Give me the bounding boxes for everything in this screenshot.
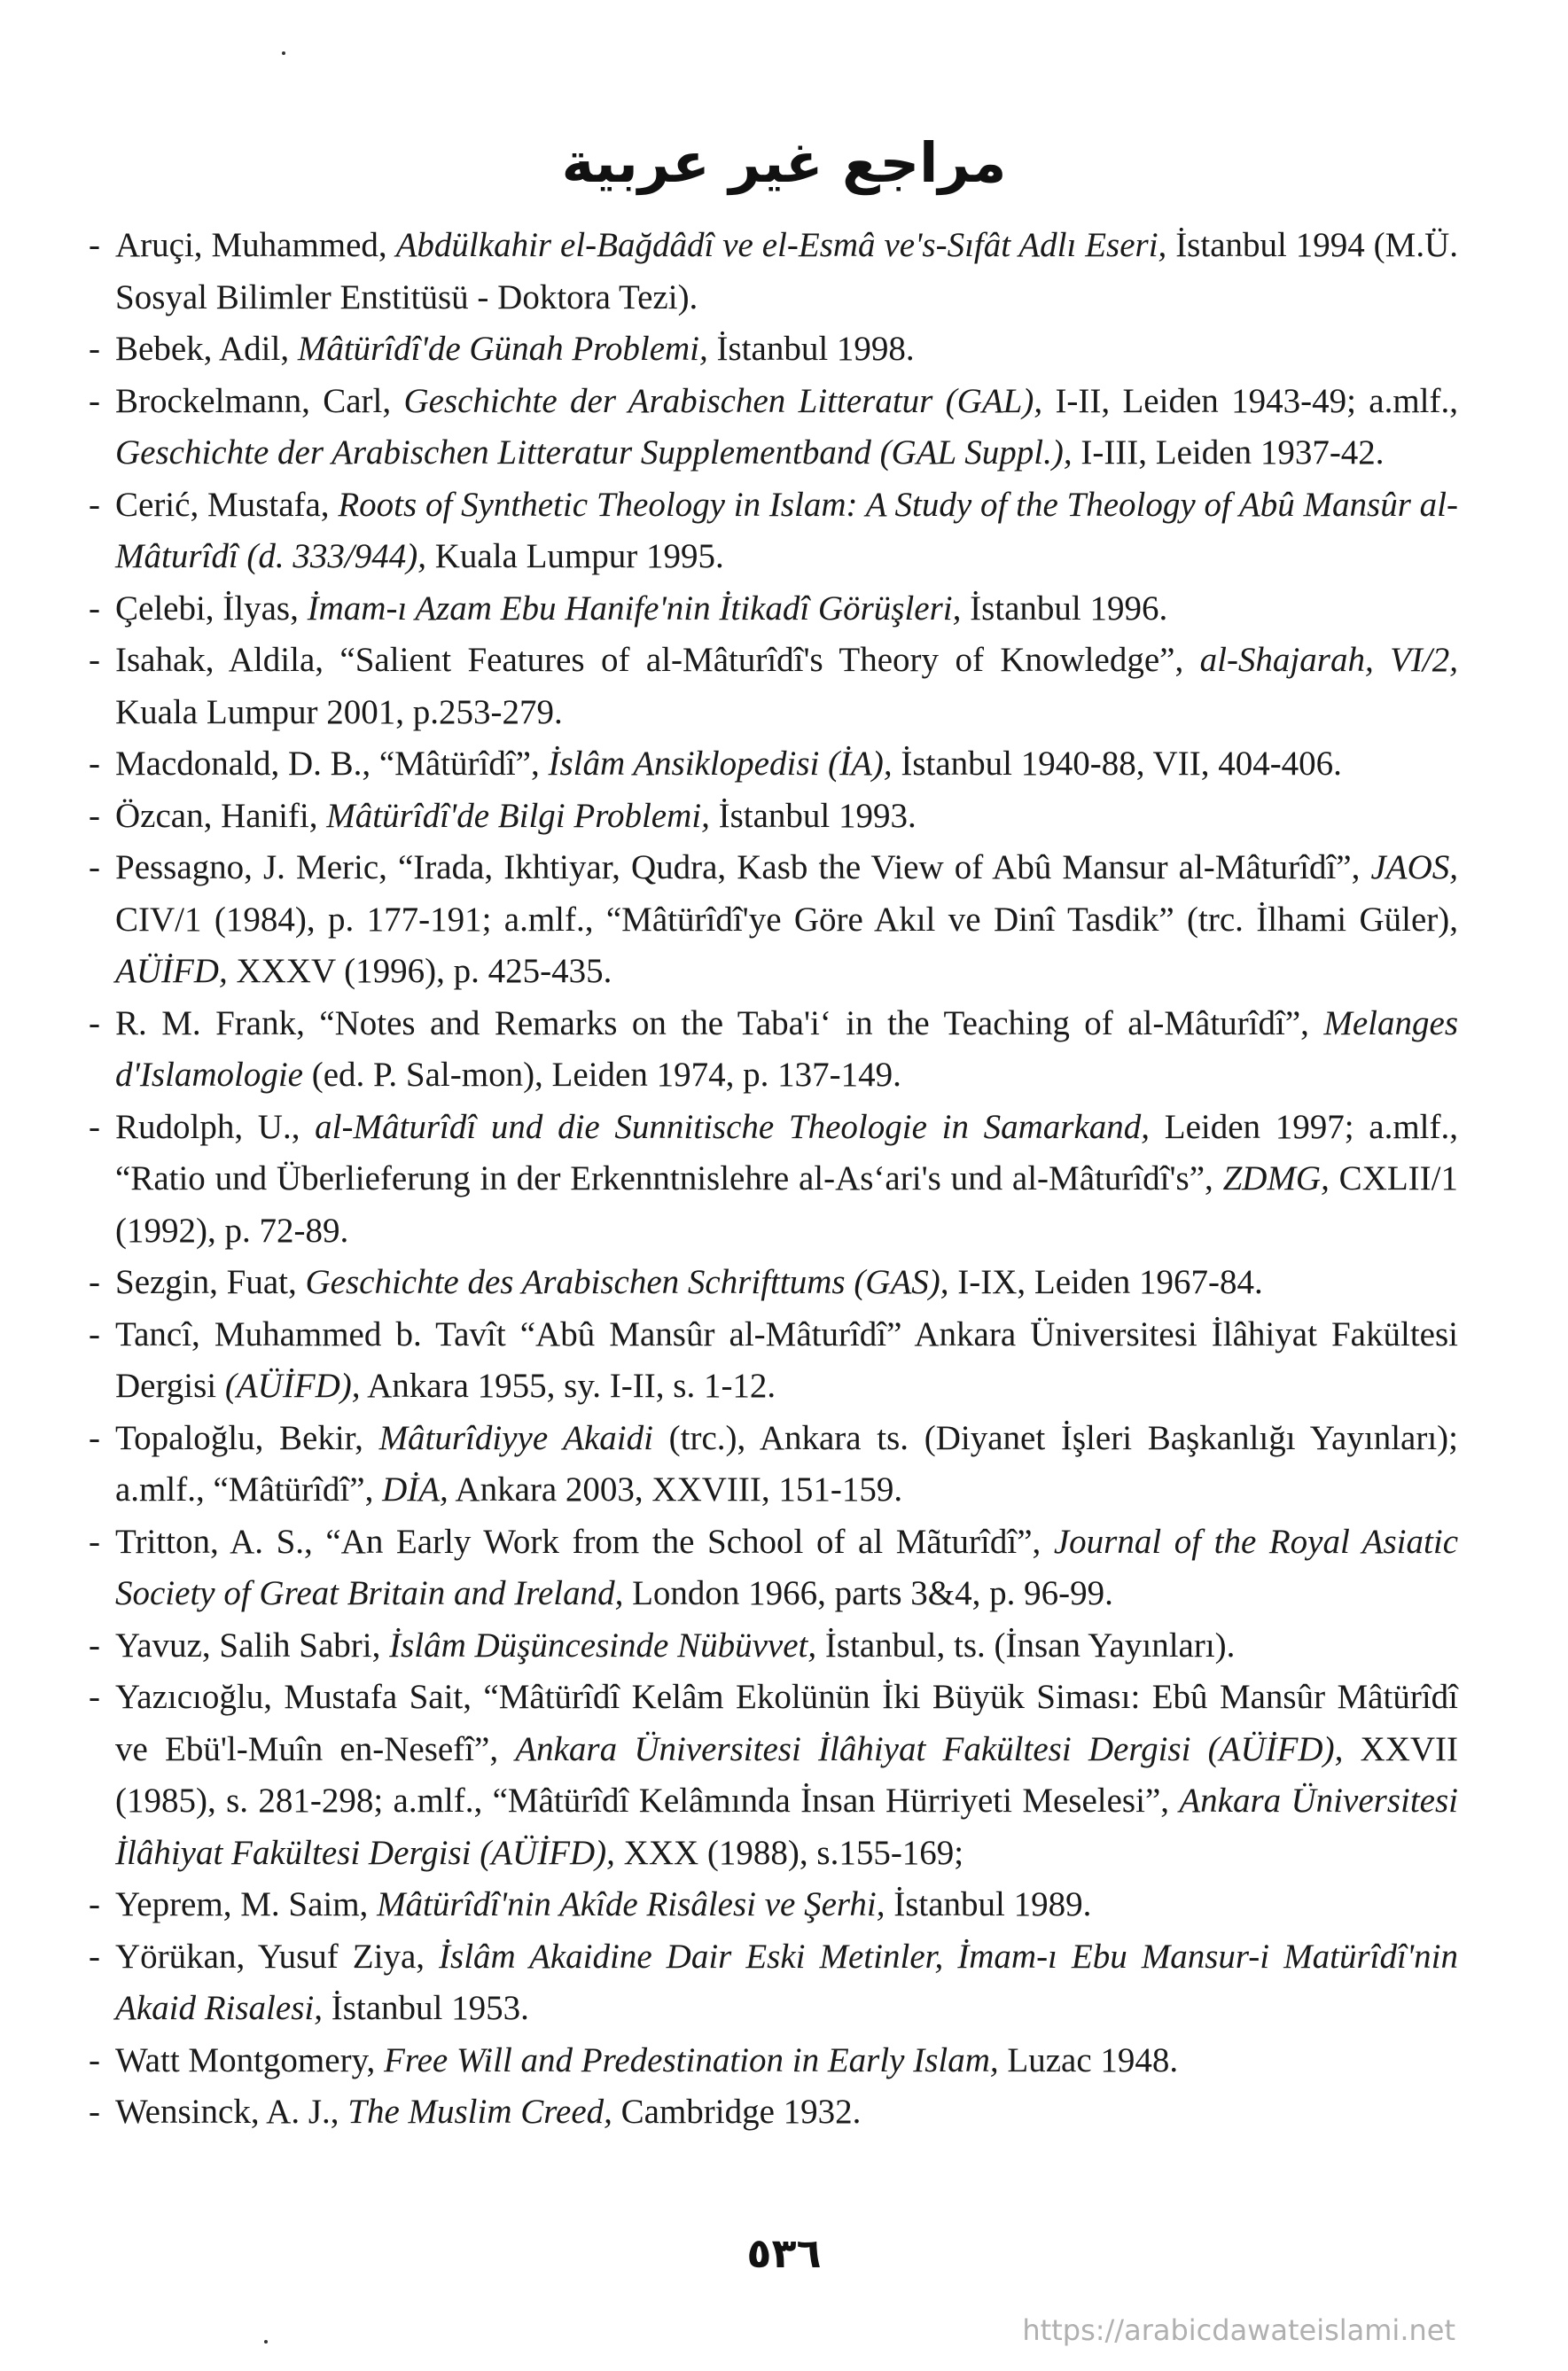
reference-title: İslâm Akaidine Dair Eski Metinler, İmam-ı Ebu Mansur-i Matürîdî'nin Akaid Risalesi, bbox=[115, 1937, 1458, 2027]
reference-title: Mâtürîdî'de Günah Problemi, bbox=[297, 330, 708, 368]
reference-text: İstanbul 1996. bbox=[961, 589, 1168, 628]
reference-text: Ankara 2003, XXVIII, 151-159. bbox=[448, 1470, 903, 1509]
reference-text: Sezgin, Fuat, bbox=[115, 1263, 306, 1301]
reference-title: İslâm Ansiklopedisi (İA), bbox=[548, 745, 893, 783]
list-dash: - bbox=[89, 1885, 100, 1923]
list-dash: - bbox=[89, 1263, 100, 1301]
reference-text: Kuala Lumpur 1995. bbox=[425, 537, 724, 575]
reference-text: İstanbul 1940-88, VII, 404-406. bbox=[892, 745, 1342, 783]
reference-entry bbox=[89, 376, 1458, 480]
reference-title: AÜİFD, bbox=[115, 952, 228, 990]
reference-entry bbox=[89, 1879, 1458, 1931]
reference-text: Cerić, Mustafa, bbox=[115, 485, 339, 524]
reference-text: İstanbul 1993. bbox=[709, 796, 917, 835]
reference-text: R. M. Frank, “Notes and Remarks on the Taba'i‘ in the Teaching of al-Mâturîdî”, bbox=[115, 1003, 1324, 1042]
reference-title: JAOS, bbox=[1370, 848, 1458, 886]
reference-entry bbox=[89, 842, 1458, 998]
list-dash: - bbox=[89, 1003, 100, 1042]
reference-text: İstanbul 1994 (M.Ü. Sosyal Bilimler Enstitüsü - Doktora Tezi). bbox=[115, 226, 1459, 316]
list-dash: - bbox=[89, 330, 100, 368]
list-dash: - bbox=[89, 226, 100, 264]
reference-title: al-Shajarah, VI/2, bbox=[1199, 641, 1458, 679]
reference-list bbox=[89, 220, 1458, 2139]
reference-text: Yavuz, Salih Sabri, bbox=[115, 1626, 390, 1665]
reference-text: Pessagno, J. Meric, “Irada, Ikhtiyar, Qudra, Kasb the View of Abû Mansur al-Mâturîdî”, bbox=[115, 848, 1371, 886]
reference-entry bbox=[89, 1257, 1458, 1309]
reference-title: Geschichte der Arabischen Litteratur (GAL), bbox=[403, 381, 1043, 420]
reference-text: İstanbul 1953. bbox=[322, 1989, 529, 2027]
reference-text: London 1966, parts 3&4, p. 96-99. bbox=[623, 1574, 1113, 1612]
reference-text: Watt Montgomery, bbox=[115, 2040, 385, 2079]
reference-entry bbox=[89, 2035, 1458, 2087]
list-dash: - bbox=[89, 2040, 100, 2079]
list-dash: - bbox=[89, 1678, 100, 1716]
reference-text: Yeprem, M. Saim, bbox=[115, 1885, 378, 1923]
reference-entry bbox=[89, 1931, 1458, 2035]
reference-entry bbox=[89, 2086, 1458, 2139]
page-title: مراجع غير عربية bbox=[561, 129, 1007, 195]
page-number: ٥٣٦ bbox=[746, 2229, 822, 2277]
reference-title: al-Mâturîdî und die Sunnitische Theologie in Samarkand, bbox=[315, 1107, 1151, 1146]
reference-entry bbox=[89, 324, 1458, 376]
reference-title: Journal of the Royal Asiatic Society of Great Britain and Ireland, bbox=[115, 1522, 1459, 1612]
watermark: https://arabicdawateislami.net bbox=[1022, 2313, 1455, 2347]
reference-text: Tritton, A. S., “An Early Work from the School of al Mãturîdî”, bbox=[115, 1522, 1054, 1561]
list-dash: - bbox=[89, 1937, 100, 1976]
reference-title: Ankara Üniversitesi İlâhiyat Fakültesi Dergisi (AÜİFD), bbox=[115, 1782, 1458, 1872]
reference-title: Abdülkahir el-Bağdâdî ve el-Esmâ ve's-Sıfât Adlı Eseri, bbox=[395, 226, 1167, 264]
reference-entry bbox=[89, 1620, 1458, 1673]
reference-text: Ankara 1955, sy. I-II, s. 1-12. bbox=[360, 1367, 776, 1405]
reference-title: İmam-ı Azam Ebu Hanife'nin İtikadî Görüşleri, bbox=[307, 589, 962, 628]
reference-title: Free Will and Predestination in Early Islam, bbox=[384, 2040, 999, 2079]
reference-text: Cambridge 1932. bbox=[612, 2093, 862, 2131]
scan-speck bbox=[264, 2340, 268, 2344]
reference-text: Yazıcıoğlu, Mustafa Sait, “Mâtürîdî Kelâm Ekolünün İki Büyük Siması: Ebû Mansûr Mâtürîdî ve Ebü'l-Muîn en-Nesefî”, bbox=[115, 1678, 1458, 1768]
reference-entry bbox=[89, 480, 1458, 583]
reference-text: Kuala Lumpur 2001, p.253-279. bbox=[115, 692, 563, 731]
reference-text: Yörükan, Yusuf Ziya, bbox=[115, 1937, 440, 1976]
reference-text: Macdonald, D. B., “Mâtürîdî”, bbox=[115, 745, 549, 783]
reference-entry bbox=[89, 998, 1458, 1102]
list-dash: - bbox=[89, 745, 100, 783]
reference-text: İstanbul, ts. (İnsan Yayınları). bbox=[816, 1626, 1236, 1665]
reference-title: Ankara Üniversitesi İlâhiyat Fakültesi Dergisi (AÜİFD), bbox=[515, 1729, 1344, 1768]
list-dash: - bbox=[89, 1522, 100, 1561]
reference-title: (AÜİFD), bbox=[224, 1367, 361, 1405]
reference-text: Wensinck, A. J., bbox=[115, 2093, 348, 2131]
reference-text: (trc.), Ankara ts. (Diyanet İşleri Başkanlığı Yayınları); a.mlf., “Mâtürîdî”, bbox=[115, 1418, 1458, 1509]
scan-speck bbox=[282, 51, 285, 55]
list-dash: - bbox=[89, 1626, 100, 1665]
reference-text: Brockelmann, Carl, bbox=[115, 381, 404, 420]
reference-entry bbox=[89, 791, 1458, 843]
list-dash: - bbox=[89, 381, 100, 420]
reference-entry bbox=[89, 583, 1458, 636]
reference-text: Isahak, Aldila, “Salient Features of al-Mâturîdî's Theory of Knowledge”, bbox=[115, 641, 1200, 679]
reference-text: XXVII (1985), s. 281-298; a.mlf., “Mâtürîdî Kelâmında İnsan Hürriyeti Meselesi”, bbox=[115, 1729, 1459, 1820]
reference-entry bbox=[89, 1102, 1458, 1258]
reference-entry bbox=[89, 1413, 1458, 1517]
list-dash: - bbox=[89, 641, 100, 679]
list-dash: - bbox=[89, 1107, 100, 1146]
reference-title: Mâtürîdî'nin Akîde Risâlesi ve Şerhi, bbox=[377, 1885, 885, 1923]
reference-text: Bebek, Adil, bbox=[115, 330, 298, 368]
reference-text: İstanbul 1998. bbox=[707, 330, 915, 368]
reference-text: CXLII/1 (1992), p. 72-89. bbox=[115, 1159, 1458, 1250]
reference-text: CIV/1 (1984), p. 177-191; a.mlf., “Mâtürîdî'ye Göre Akıl ve Dinî Tasdik” (trc. İlhami Güler), bbox=[115, 900, 1458, 939]
list-dash: - bbox=[89, 485, 100, 524]
reference-title: The Muslim Creed, bbox=[347, 2093, 612, 2131]
reference-entry bbox=[89, 220, 1458, 324]
list-dash: - bbox=[89, 589, 100, 628]
reference-entry bbox=[89, 738, 1458, 791]
reference-text: Rudolph, U., bbox=[115, 1107, 316, 1146]
reference-text: Aruçi, Muhammed, bbox=[115, 226, 396, 264]
reference-title: Roots of Synthetic Theology in Islam: A Study of the Theology of Abû Mansûr al-Mâturîdî (d. 333/944), bbox=[115, 485, 1458, 575]
reference-title: İslâm Düşüncesinde Nübüvvet, bbox=[389, 1626, 817, 1665]
list-dash: - bbox=[89, 796, 100, 835]
reference-entry bbox=[89, 1672, 1458, 1879]
reference-title: Mâturîdiyye Akaidi bbox=[378, 1418, 653, 1457]
reference-text: Tancî, Muhammed b. Tavît “Abû Mansûr al-Mâturîdî” Ankara Üniversitesi İlâhiyat Fakültesi Dergisi bbox=[115, 1314, 1458, 1405]
list-dash: - bbox=[89, 2093, 100, 2131]
list-dash: - bbox=[89, 848, 100, 886]
reference-title: Mâtürîdî'de Bilgi Problemi, bbox=[326, 796, 710, 835]
reference-text: I-III, Leiden 1937-42. bbox=[1072, 433, 1385, 472]
reference-text: I-IX, Leiden 1967-84. bbox=[948, 1263, 1263, 1301]
list-dash: - bbox=[89, 1314, 100, 1353]
reference-text: Leiden 1997; a.mlf., “Ratio und Überlieferung in der Erkenntnislehre al-As‘ari's und al-Mâturîdî's”, bbox=[115, 1107, 1458, 1197]
reference-entry bbox=[89, 635, 1458, 738]
reference-text: Luzac 1948. bbox=[998, 2040, 1179, 2079]
reference-text: I-II, Leiden 1943-49; a.mlf., bbox=[1042, 381, 1458, 420]
reference-text: XXXV (1996), p. 425-435. bbox=[227, 952, 612, 990]
reference-text: Özcan, Hanifi, bbox=[115, 796, 327, 835]
reference-entry bbox=[89, 1309, 1458, 1413]
reference-text: XXX (1988), s.155-169; bbox=[614, 1833, 964, 1872]
reference-text: Topaloğlu, Bekir, bbox=[115, 1418, 379, 1457]
reference-title: DİA, bbox=[382, 1470, 449, 1509]
reference-title: ZDMG, bbox=[1222, 1159, 1330, 1197]
reference-title: Melanges d'Islamologie bbox=[115, 1003, 1458, 1094]
reference-text: (ed. P. Sal-mon), Leiden 1974, p. 137-149. bbox=[303, 1056, 901, 1094]
reference-title: Geschichte des Arabischen Schrifttums (GAS), bbox=[305, 1263, 949, 1301]
reference-text: Çelebi, İlyas, bbox=[115, 589, 308, 628]
reference-entry bbox=[89, 1517, 1458, 1620]
reference-title: Geschichte der Arabischen Litteratur Supplementband (GAL Suppl.), bbox=[115, 433, 1073, 472]
reference-text: İstanbul 1989. bbox=[885, 1885, 1092, 1923]
list-dash: - bbox=[89, 1418, 100, 1457]
